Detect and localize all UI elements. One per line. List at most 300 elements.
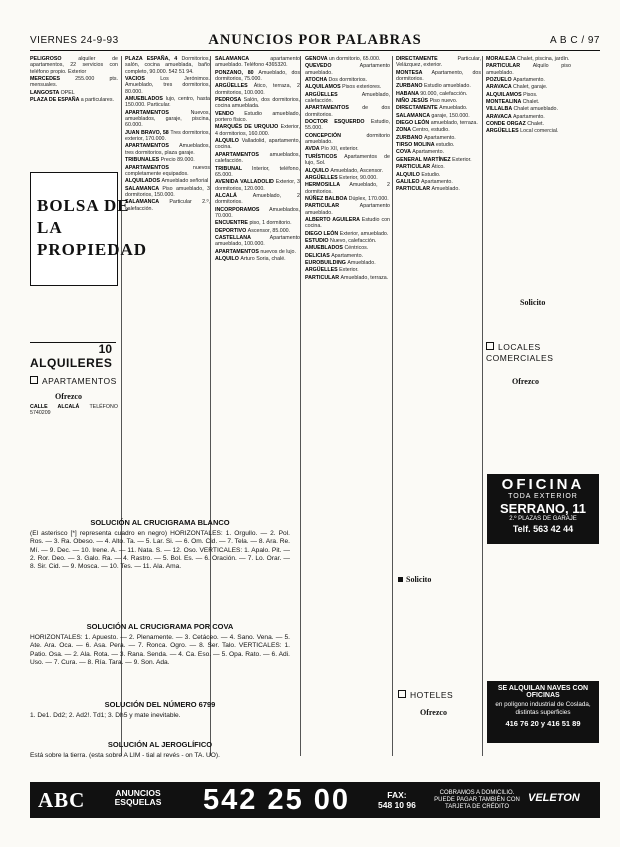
ad-text: Precio 89.000. (160, 157, 195, 164)
classified-ad (305, 253, 390, 259)
ad-keyword: DIEGO LEÓN (396, 120, 431, 127)
ad-text: Exterior, amueblado. (339, 230, 389, 237)
classified-ad (486, 99, 571, 105)
ad-text: Chalet amueblado. (513, 106, 558, 113)
classified-ad (486, 114, 571, 120)
section-header (30, 342, 116, 370)
ad-text: dormitorio amueblado. (305, 132, 390, 146)
ad-text: Amueblado, 2 dormitorios. (215, 192, 300, 206)
oficina-title: OFICINA (501, 476, 585, 493)
page-number: A B C / 97 (549, 35, 600, 46)
ad-text: Estudio con cocina. (305, 216, 390, 230)
square-icon (398, 690, 406, 698)
ad-text: Apartamento. (512, 113, 545, 120)
ad-keyword: APARTAMENTOS (125, 143, 180, 150)
ad-text: Amueblado, terraza. (340, 274, 389, 281)
subsection-locales (486, 342, 596, 364)
ad-text: Apartamento. (423, 134, 456, 141)
subsection-hoteles (398, 690, 453, 700)
square-icon (30, 376, 38, 384)
ofrezco-text: Ofrezco (55, 392, 82, 401)
classified-ad (125, 199, 210, 212)
solution-block (30, 518, 290, 571)
ad-keyword: HABANA (396, 90, 421, 97)
classified-ad (305, 231, 390, 237)
ad-text: Apartamentos de lujo, Sol. (305, 153, 390, 167)
column-rule (482, 56, 483, 756)
ad-text: 90.000, calefacción. (420, 90, 468, 97)
oficina-sub: TODA EXTERIOR (508, 493, 578, 500)
classified-column-3 (215, 56, 300, 776)
classified-ad (486, 106, 571, 112)
ofrezco-label (420, 708, 447, 717)
solicito-label (398, 575, 431, 584)
classified-ad (305, 133, 390, 146)
ad-keyword: AMUEBLADOS (305, 245, 345, 252)
ad-text: 255.000 pts. mensuales. (30, 76, 118, 89)
solution-body: 1. De1. Dd2; 2. Ad2!. Td1; 3. Dh5 y mate inevitable. (30, 712, 181, 719)
classified-ad (486, 56, 571, 62)
ad-text: TELÉFONO 5740209 (30, 404, 118, 417)
classified-ad (396, 91, 481, 97)
ad-text: Particular, Velázquez, exterior. (396, 56, 481, 69)
ad-text: Chalet. (522, 99, 540, 106)
ad-text: nuevos completamente equipados. (125, 164, 210, 177)
ad-keyword: ARGÜELLES (486, 128, 521, 135)
classified-ad (305, 203, 390, 216)
ad-keyword: ARGÜELLES (215, 83, 254, 90)
ad-keyword: HERMOSILLA (305, 182, 350, 189)
ad-keyword: ARGÜELLES (305, 174, 340, 181)
banner-fax (378, 790, 416, 810)
ad-keyword: APARTAMENTOS (215, 151, 270, 158)
solution-block (30, 700, 290, 720)
ad-text: Ascensor, 85.000. (247, 227, 291, 234)
classified-ad (486, 92, 571, 98)
abc-logo: ABC (38, 788, 86, 812)
solution-body: HORIZONTALES: 1. Apuesto. — 2. Plenamente. — 3. Cetáceo. — 4. Sano. Vena. — 5. Ate. Ara. Oca. — 6. Asa. Pera. — 7. Ronca. Ogro. — 8. Ser. Talo. VERTICALES: 1. Patio. Osa. — 2. Ala. Rota. — 3. Rana. Senda. — 4. Ca. Eso. — 5. Opa. Rato. — 6. Adi. Uso. — 7. Cura. — 8. Ría. Tara. — 9. Son. Ada. (30, 634, 290, 666)
ad-keyword: SALAMANCA (125, 185, 163, 192)
solicito-text: Solicito (406, 575, 432, 584)
ad-text: Apartamento. (421, 178, 453, 185)
ad-keyword: DIEGO LEÓN (305, 230, 340, 237)
classified-ad (396, 98, 481, 104)
classified-ad (125, 157, 210, 163)
ad-keyword: PLAZA ESPAÑA, 4 (125, 56, 182, 62)
classified-ad (215, 111, 300, 124)
banner-label: ANUNCIOS ESQUELAS (114, 788, 162, 807)
ad-text: Nuevo, calefacción. (330, 237, 377, 244)
ad-text: Exterior. (339, 267, 359, 274)
oficina-ad (487, 474, 599, 544)
ad-text: Pisos exteriores. (342, 84, 382, 91)
ad-text: Amueblado, Ascensor. (330, 167, 384, 174)
classified-ad (486, 84, 571, 90)
ad-keyword: PARTICULAR (396, 186, 432, 193)
ad-text: garaje, 150.000. (431, 112, 470, 119)
square-bullet-icon (398, 577, 403, 582)
classified-ad (125, 96, 210, 109)
ad-keyword: APARTAMENTOS (305, 105, 363, 112)
classified-ad (305, 168, 390, 174)
ad-text: Apartamento. (331, 252, 364, 259)
ad-text: Apartamento. (513, 77, 545, 84)
classified-ad (486, 128, 571, 134)
ad-text: Dúplex, 170.000. (348, 195, 389, 202)
ad-text: Apartamento. (412, 149, 444, 156)
ad-keyword: PLAZA DE ESPAÑA (30, 97, 81, 104)
ofrezco-text: Ofrezco (512, 377, 539, 386)
ad-text: Exterior. (452, 156, 472, 163)
ad-keyword: TURÍSTICOS (305, 153, 345, 160)
classified-ad (486, 63, 571, 76)
ad-keyword: VILLALBA (486, 106, 514, 113)
ad-text: Amueblado. (431, 186, 460, 193)
oficina-phone: Telf. 563 42 44 (512, 524, 574, 534)
classified-column-2 (125, 56, 210, 511)
classified-ad (215, 256, 300, 262)
classified-ad (125, 178, 210, 184)
ad-keyword: ARAVACA (486, 84, 513, 91)
solution-block (30, 740, 290, 760)
classified-ad (305, 245, 390, 251)
ad-keyword: AVDA (305, 146, 321, 153)
classified-ad (215, 83, 300, 96)
classified-ad (305, 217, 390, 230)
classified-ad (396, 149, 481, 155)
classified-column-6 (486, 56, 571, 286)
solicito-text: Solicito (520, 298, 546, 307)
solution-title: SOLUCIÓN AL CRUCIGRAMA BLANCO (90, 518, 230, 527)
classified-ad (125, 186, 210, 199)
classified-ad (125, 130, 210, 143)
ad-text: Tres dormitorios, exterior, 170.000. (125, 129, 210, 143)
classified-ad (305, 84, 390, 90)
ad-text: Pío XII, exterior. (320, 146, 359, 153)
banner-phone: 542 25 00 (203, 784, 351, 816)
ad-text: Dos dormitorios. (328, 77, 368, 84)
ad-keyword: VENDO (215, 110, 245, 117)
ad-text: Chalet, piscina, jardín. (517, 56, 570, 62)
classified-ad (396, 164, 481, 170)
ad-keyword: AVENIDA VALLADOLID (215, 179, 276, 186)
ad-keyword: COVA (396, 149, 413, 156)
ad-text: amueblado, terraza. (430, 120, 478, 127)
ad-keyword: GENERAL MARTÍNEZ (396, 156, 453, 163)
ad-text: Amueblado, calefacción. (305, 91, 390, 105)
ad-text: Centro, estudio. (412, 127, 450, 134)
ad-text: Piso amueblado, 3 dormitorios, 150.000. (125, 185, 210, 198)
ad-text: Apartamento amueblado, 100.000. (215, 234, 300, 248)
classified-ad (215, 179, 300, 192)
ad-text: Ático. (431, 164, 445, 171)
ad-text: apartamento amueblado. Teléfono 4365320. (215, 56, 300, 69)
fax-label: FAX: (387, 790, 407, 800)
classified-ad (305, 275, 390, 281)
classified-ad (396, 186, 481, 192)
ad-keyword: TRIBUNALES (125, 157, 161, 164)
ad-text: Estudio, 55.000. (305, 119, 390, 132)
ad-keyword: NÚÑEZ BALBOA (305, 195, 349, 202)
ad-keyword: ATOCHA (305, 77, 329, 84)
ad-text: Valladolid, apartamento, cocina. (215, 138, 301, 151)
classified-ad (305, 92, 390, 105)
classified-column-1b (30, 404, 118, 514)
ad-keyword: ENCUENTRE (215, 220, 250, 227)
ad-keyword: AMUEBLADOS (125, 96, 166, 103)
ad-keyword: SALAMANCA (396, 112, 432, 119)
ad-keyword: SALAMANCA (125, 199, 170, 206)
ad-text: Amueblados, 70.000. (215, 206, 300, 219)
ad-keyword: PEDROSA (215, 97, 244, 104)
ad-text: Dormitorios, salón, cocina amueblada, baño completo, 90.000. 542 51 94. (125, 56, 210, 75)
ad-keyword: SALAMANCA (215, 56, 271, 62)
ad-keyword: ALQUILAMOS (305, 84, 343, 91)
ad-keyword: PARTICULAR (486, 63, 533, 70)
classified-ad (215, 166, 300, 179)
ad-text: Apartamento, dos dormitorios. (396, 69, 482, 83)
classified-ad (305, 119, 390, 132)
ad-keyword: CASTELLANA (215, 234, 270, 241)
column-rule (392, 56, 393, 756)
classified-ad (215, 249, 300, 255)
ad-text: Estudio amueblado, portero físico. (215, 110, 301, 124)
solution-body: (El asterisco [*] representa cuadro en negro) HORIZONTALES: 1. Orgullo. — 2. Pol. Ros. — 3. Ra. Obeso. — 4. Alto. Ta. — 5. Lar. Si. — 6. Om. Cid. — 7. Tela. — 8. Ara. Re. Mí. — 9. Dec. — 10. Irene. A. — 11. Nata. S. — 12. Oso. VERTICALES: 1. Apalo. Pit. — 2. Ror. Deo. — 3. Galo. Ra. — 4. Rastro. — 5. Bol. Es. — 6. Oración. — 7. Lo. Orar. — 8. Sir. Cid. — 9. Mosca. — 10. Tes. — 11. Ala. Ama. (30, 530, 290, 571)
ad-keyword: JUAN BRAVO, 58 (125, 129, 171, 136)
naves-ad (487, 681, 599, 743)
ad-keyword: ARAVACA (486, 113, 513, 120)
ad-keyword: APARTAMENTOS (125, 164, 193, 171)
column-rule (300, 56, 301, 756)
ad-text: Exterior, 3 dormitorios, 120.000. (215, 179, 300, 192)
contact-banner (30, 782, 600, 818)
solution-block (30, 622, 290, 667)
ad-keyword: PONZANO, 80 (215, 69, 259, 76)
ad-text: amueblados, calefacción. (215, 151, 300, 165)
classified-ad (215, 97, 300, 110)
subsection-label: HOTELES (410, 690, 454, 700)
ad-text: lujo, centro, hasta 150.000. Particular. (125, 96, 210, 109)
classified-ad (125, 56, 210, 75)
classified-ad (396, 127, 481, 133)
ofrezco-text: Ofrezco (420, 708, 447, 717)
classified-ad (215, 124, 300, 137)
classified-ad (30, 90, 118, 96)
ad-text: Chalet, garaje. (512, 84, 548, 91)
classified-column-1 (30, 56, 118, 166)
ad-keyword: ZONA (396, 127, 413, 134)
ad-keyword: ALBERTO AGUILERA (305, 216, 362, 223)
ad-keyword: DIRECTAMENTE (396, 56, 458, 62)
classified-ad (305, 196, 390, 202)
ad-text: Arturo Soria, chalé. (240, 255, 286, 262)
classified-ad (215, 56, 300, 69)
oficina-note: 2.º PLAZAS DE GARAJE (509, 516, 577, 522)
ad-keyword: DIRECTAMENTE (396, 105, 440, 112)
classified-ad (305, 154, 390, 167)
subsection-apartamentos (30, 376, 117, 386)
ad-text: un dormitorio, 65.000. (328, 56, 381, 62)
ad-keyword: PARTICULAR (305, 274, 341, 281)
banner-brand: VELETON (528, 792, 580, 804)
ad-text: estudio. (435, 142, 455, 149)
ad-text: OPEL (60, 89, 75, 96)
ad-text: Salón, dos dormitorios, cocina amueblada. (215, 97, 300, 110)
ad-keyword: CALLE ALCALÁ (30, 404, 90, 410)
ad-text: Los Jerónimos. Amueblado, tres dormitorios, 80.000. (125, 76, 210, 95)
classified-ad (396, 83, 481, 89)
page-header (30, 34, 600, 51)
ad-keyword: QUEVEDO (305, 63, 360, 70)
ad-keyword: LANGOSTA (30, 89, 61, 96)
classified-column-5 (396, 56, 481, 586)
ad-keyword: POZUELO (486, 77, 514, 84)
ad-keyword: CONCEPCIÓN (305, 132, 367, 139)
ad-keyword: APARTAMENTOS (215, 248, 261, 255)
classified-ad (215, 152, 300, 165)
classified-ad (396, 172, 481, 178)
section-name: ALQUILERES (30, 356, 113, 370)
solution-body: Está sobre la tierra. (esta sobre A LIM - tial al revés - on TA. UO). (30, 752, 220, 759)
ad-text: de dos dormitorios. (305, 105, 390, 118)
naves-phone: 416 76 20 y 416 51 89 (505, 719, 581, 728)
ad-keyword: APARTAMENTOS (125, 109, 191, 116)
classified-ad (305, 56, 390, 62)
classified-ad (215, 235, 300, 248)
section-number: 10 (98, 342, 112, 356)
ad-keyword: INCORPORAMOS (215, 206, 270, 213)
classified-ad (305, 175, 390, 181)
classified-ad (305, 63, 390, 76)
ad-text: a particulares. (80, 97, 114, 104)
classified-ad (125, 110, 210, 129)
ad-keyword: VACIOS (125, 76, 161, 83)
naves-title: SE ALQUILAN NAVES CON OFICINAS (497, 685, 589, 699)
classified-ad (215, 220, 300, 226)
ad-keyword: MONTESA (396, 69, 432, 76)
ad-keyword: PARTICULAR (396, 164, 432, 171)
classified-ad (30, 404, 118, 417)
ad-text: Pisos. (523, 91, 538, 98)
ad-keyword: DEPORTIVO (215, 227, 248, 234)
ad-text: Amueblado. (439, 105, 468, 112)
solution-title: SOLUCIÓN AL CRUCIGRAMA POR COVA (86, 622, 234, 631)
ad-keyword: TIRSO MOLINA (396, 142, 436, 149)
classified-ad (215, 228, 300, 234)
classified-ad (125, 143, 210, 156)
ad-keyword: ESTUDIO (305, 237, 331, 244)
ad-text: Estudio. (421, 171, 441, 178)
ad-keyword: ZURBANO (396, 83, 424, 90)
classified-ad (305, 238, 390, 244)
classified-ad (396, 113, 481, 119)
subsection-label: LOCALES COMERCIALES (486, 342, 554, 363)
banner-cards: COBRAMOS A DOMICILIO. PUEDE PAGAR TAMBIÉN CON TARJETA DE CRÉDITO (434, 790, 520, 810)
ad-text: alquiler de apartamentos, 22 servicios con teléfono propio. Exterior (30, 56, 118, 75)
ad-text: Exterior, 90.000. (339, 174, 378, 181)
oficina-street: SERRANO, 11 (500, 501, 586, 516)
ad-text: Amueblado, dos dormitorios, 75.000. (215, 69, 300, 83)
ad-keyword: PELIGROSO (30, 56, 79, 62)
ad-keyword: DOCTOR ESQUERDO (305, 119, 371, 126)
ad-keyword: NIÑO JESÚS (396, 98, 430, 105)
ad-text: Céntricos. (344, 245, 369, 252)
ad-keyword: ARGÜELLES (305, 267, 340, 274)
ad-text: Ático, terraza, 2 dormitorios, 100.000. (215, 83, 301, 96)
ad-keyword: ALQUILO (215, 255, 241, 262)
classified-ad (215, 70, 300, 83)
square-icon (486, 342, 494, 350)
classified-column-4 (305, 56, 390, 776)
classified-ad (486, 77, 571, 83)
ad-keyword: CONDE ORGAZ (486, 121, 528, 128)
ad-keyword: EUROBUILDING (305, 259, 348, 266)
ad-keyword: ALQUILAMOS (486, 91, 524, 98)
classified-ad (215, 138, 300, 151)
ad-text: Amueblado. (347, 259, 376, 266)
issue-date: VIERNES 24-9-93 (30, 35, 119, 46)
solicito-label (520, 298, 545, 307)
solution-title: SOLUCIÓN DEL NÚMERO 6799 (104, 700, 216, 709)
ad-keyword: ALQUILO (396, 171, 422, 178)
ad-keyword: MONTEALINA (486, 99, 523, 106)
classified-ad (396, 135, 481, 141)
naves-body: en polígono industrial de Coslada, distintas superficies (495, 701, 591, 716)
classified-ad (125, 165, 210, 178)
ad-keyword: ALQUILADOS (125, 178, 162, 185)
ad-text: Chalet. (527, 121, 544, 128)
ad-keyword: PARTICULAR (305, 203, 360, 210)
ad-text: Alquilo piso amueblado. (486, 63, 571, 76)
classified-ad (486, 121, 571, 127)
ad-keyword: ZURBANO (396, 134, 424, 141)
ad-text: Amueblado, 2 dormitorios. (305, 182, 391, 195)
classified-ad (305, 146, 390, 152)
classified-ad (30, 76, 118, 89)
ad-text: Apartamento amueblado. (305, 63, 390, 76)
ad-keyword: ALQUILO (215, 138, 242, 145)
solution-title: SOLUCIÓN AL JEROGLÍFICO (107, 740, 213, 749)
classified-ad (396, 142, 481, 148)
ofrezco-label (512, 377, 539, 386)
ad-keyword: ARGÜELLES (305, 91, 362, 98)
fax-number: 548 10 96 (378, 800, 416, 810)
classified-ad (215, 207, 300, 220)
ad-keyword: GENOVA (305, 56, 329, 62)
classified-ad (125, 76, 210, 95)
ad-text: piso, 1 dormitorio. (249, 220, 292, 227)
ad-keyword: MARQUÉS DE URQUIJO (215, 124, 281, 131)
classified-ad (30, 56, 118, 75)
ad-text: Exterior, 4 dormitorios, 160.000. (215, 124, 300, 137)
ad-keyword: TRIBUNAL (215, 165, 252, 172)
subsection-label: APARTAMENTOS (42, 376, 117, 386)
classified-ad (305, 182, 390, 195)
classified-ad (305, 77, 390, 83)
ad-keyword: DELICIAS (305, 252, 332, 259)
ad-text: Amueblados, tres dormitorios, plaza garaje. (125, 143, 210, 156)
page-title: ANUNCIOS POR PALABRAS (208, 32, 422, 48)
classified-ad (305, 267, 390, 273)
classified-ad (396, 56, 481, 69)
ad-text: Particular 2.º, calefacción. (125, 199, 210, 212)
classified-ad (305, 260, 390, 266)
ad-text: Nuevos, amueblados, garaje, piscina, 60.000. (125, 109, 210, 129)
ad-keyword: MORALEJA (486, 56, 517, 62)
classified-ad (30, 97, 118, 103)
classified-ad (305, 105, 390, 118)
classified-ad (396, 70, 481, 83)
